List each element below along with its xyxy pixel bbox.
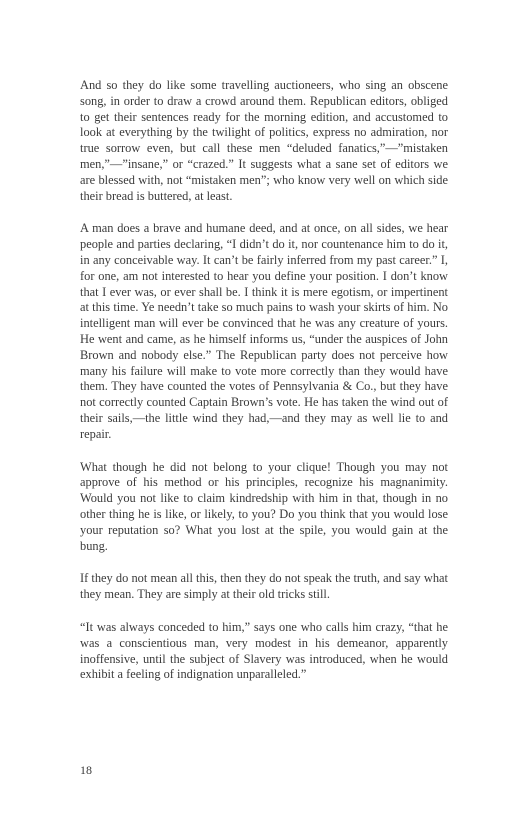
- paragraph: And so they do like some travelling auctioneers, who sing an obscene song, in order to draw a crowd around them. Republican editors, obliged to get their sentences ready for the morning edition, and accustomed to look at everything by the twilight of politics, express no admiration, nor true sorrow even, but call these men “deluded fanatics,”—”mistaken men,”—”insane,” or “crazed.” It suggests what a sane set of editors we are blessed with, not “mistaken men”; who know very well on which side their bread is buttered, at least.: [80, 78, 448, 203]
- paragraph: A man does a brave and humane deed, and at once, on all sides, we hear people and parties declaring, “I didn’t do it, nor countenance him to do it, in any conceivable way. It can’t be fairly inferred from my past career.” I, for one, am not interested to hear you define your position. I don’t know that I ever was, or ever shall be. I think it is mere egotism, or impertinent at this time. Ye needn’t take so much pains to wash your skirts of him. No intelligent man will ever be convinced that he was any creature of yours. He went and came, as he himself informs us, “under the auspices of John Brown and nobody else.” The Republican party does not perceive how many his failure will make to vote more correctly than they would have them. They have counted the votes of Pennsylvania & Co., but they have not correctly counted Captain Brown’s vote. He has taken the wind out of their sails,—the little wind they had,—and they may as well lie to and repair.: [80, 221, 448, 441]
- page-number: 18: [80, 763, 92, 777]
- body-text: [80, 78, 448, 700]
- paragraph: What though he did not belong to your clique! Though you may not approve of his method or his principles, recognize his magnanimity. Would you not like to claim kindredship with him in that, though in no other thing he is like, or likely, to you? Do you think that you would lose your reputation so? What you lost at the spile, you would gain at the bung.: [80, 459, 448, 553]
- paragraph: “It was always conceded to him,” says one who calls him crazy, “that he was a conscientious man, very modest in his demeanor, apparently inoffensive, until the subject of Slavery was introduced, when he would exhibit a feeling of indignation unparalleled.”: [80, 619, 448, 682]
- paragraph: If they do not mean all this, then they do not speak the truth, and say what they mean. They are simply at their old tricks still.: [80, 571, 448, 602]
